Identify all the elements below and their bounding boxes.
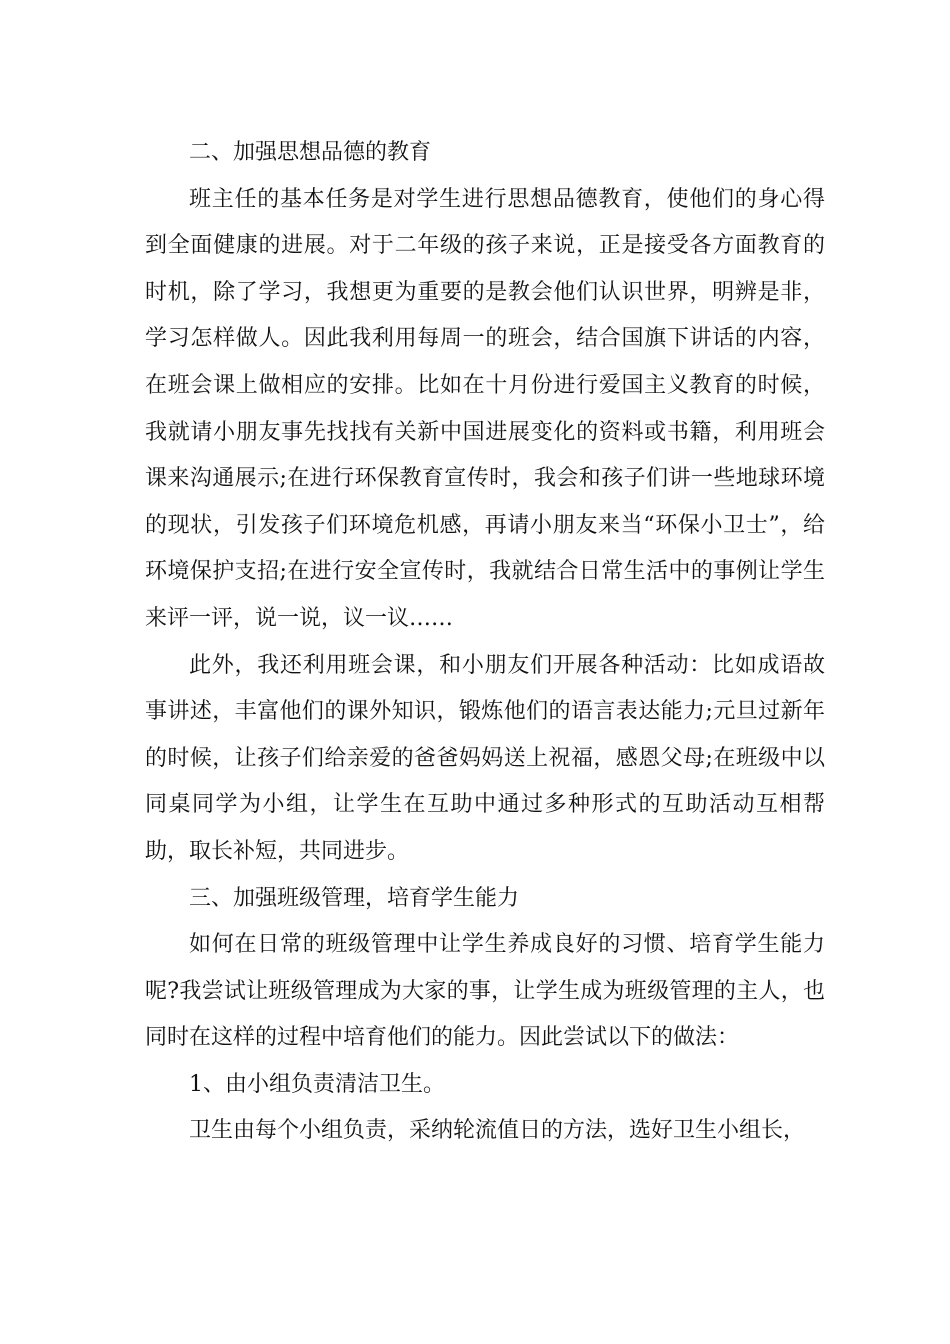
paragraph-hygiene: 卫生由每个小组负责，采纳轮流值日的方法，选好卫生小组长， (189, 1118, 806, 1144)
section-heading-2: 二、加强思想品德的教育 (189, 140, 432, 165)
list-item-1: 1、由小组负责清洁卫生。 (189, 1071, 445, 1097)
document-body (145, 130, 825, 1155)
paragraph-moral-education: 班主任的基本任务是对学生进行思想品德教育，使他们的身心得到全面健康的进展。对于二年级的孩子来说，正是接受各方面教育的时机，除了学习，我想更为重要的是教会他们认识世界，明辨是非，学习怎样做人。因此我利用每周一的班会，结合国旗下讲话的内容，在班会课上做相应的安排。比如在十月份进行爱国主义教育的时候，我就请小朋友事先找找有关新中国进展变化的资料或书籍，利用班会课来沟通展示;在进行环保教育宣传时，我会和孩子们讲一些地球环境的现状，引发孩子们环境危机感，再请小朋友来当“环保小卫士”，给环境保护支招;在进行安全宣传时，我就结合日常生活中的事例让学生来评一评，说一说，议一议…… (145, 186, 825, 631)
paragraph-activities: 此外，我还利用班会课，和小朋友们开展各种活动：比如成语故事讲述，丰富他们的课外知识，锻炼他们的语言表达能力;元旦过新年的时候，让孩子们给亲爱的爸爸妈妈送上祝福，感恩父母;在班级中以同桌同学为小组，让学生在互助中通过多种形式的互助活动互相帮助，取长补短，共同进步。 (145, 652, 825, 864)
section-heading-3: 三、加强班级管理，培育学生能力 (189, 885, 520, 911)
paragraph-class-management: 如何在日常的班级管理中让学生养成良好的习惯、培育学生能力呢?我尝试让班级管理成为大家的事，让学生成为班级管理的主人，也同时在这样的过程中培育他们的能力。因此尝试以下的做法： (145, 932, 825, 1051)
